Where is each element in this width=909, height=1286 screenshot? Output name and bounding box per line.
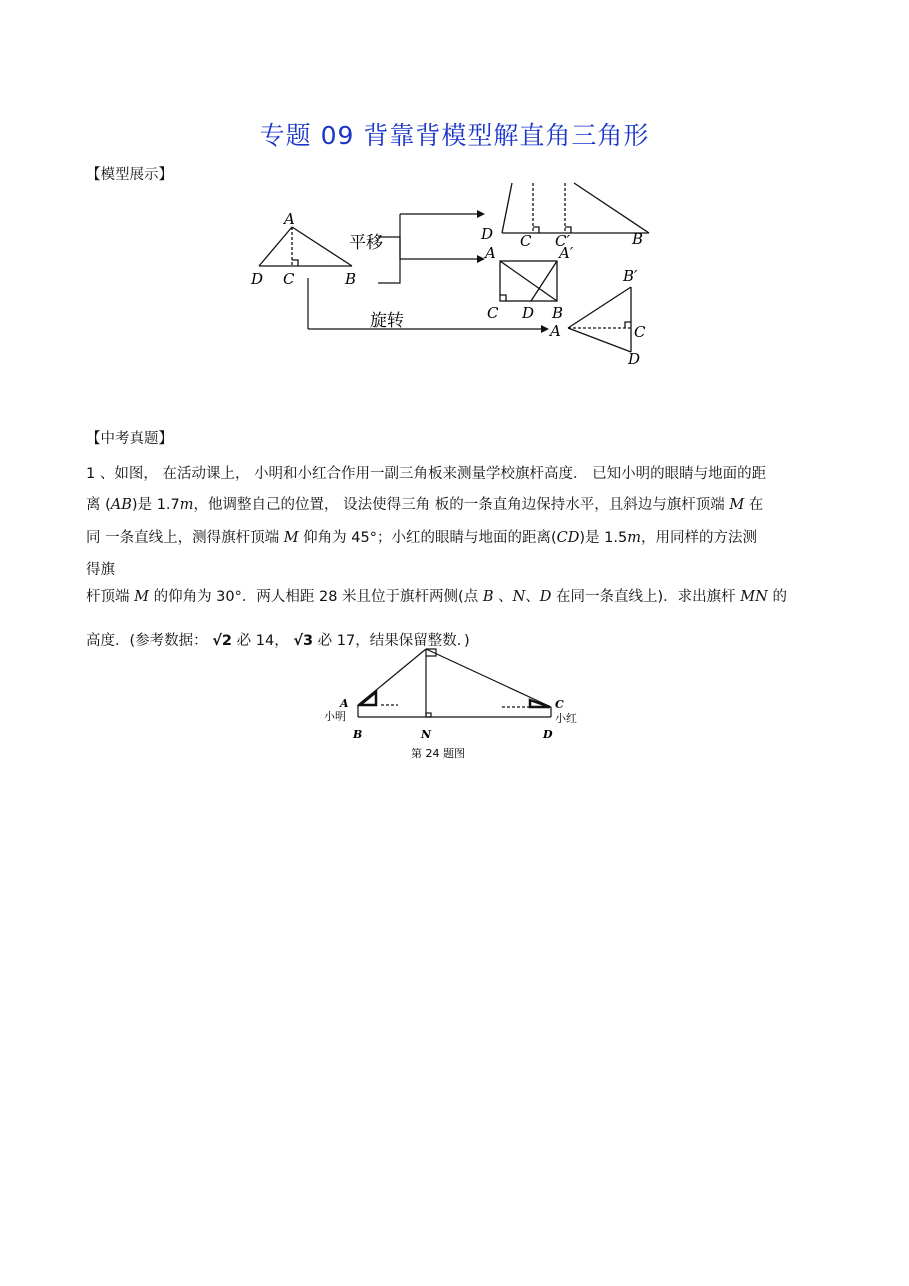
var-B: B — [482, 589, 494, 605]
label-b-prime: B′ — [623, 267, 638, 285]
text-run: 必 17，结果保留整数．) — [313, 633, 470, 649]
problem-line-2 — [86, 493, 763, 514]
text-run: 高度．(参考数据： — [86, 633, 213, 649]
base-triangle — [259, 227, 352, 266]
set-square-icon — [530, 700, 550, 707]
fig-name-hong: 小红 — [555, 712, 577, 725]
text-run: 仰角为 45°；小红的眼睛与地面的距离( — [298, 530, 557, 546]
text-run: 杆顶端 — [86, 589, 135, 605]
figure-caption: 第 24 题图 — [411, 747, 465, 760]
var-m: m — [627, 530, 641, 546]
sightline-ab — [358, 649, 426, 705]
text-run: )是 1.7 — [131, 497, 180, 513]
label-d: D — [251, 270, 264, 288]
var-M: M — [134, 589, 149, 605]
var-ab: AB — [110, 497, 132, 513]
text-run: 在 — [744, 497, 764, 513]
problem-line-5 — [86, 585, 787, 606]
arrowhead-icon — [477, 255, 485, 263]
label-b-rect: B — [552, 304, 564, 322]
label-a: A — [284, 210, 295, 228]
fig-name-ming: 小明 — [324, 710, 346, 723]
fig-label-b: B — [353, 728, 363, 741]
translated-figure — [502, 183, 649, 233]
page-title: 专题 09 背靠背模型解直角三角形 — [259, 121, 650, 150]
label-d-rotated: D — [628, 350, 641, 368]
label-a-rotated: A — [550, 322, 561, 340]
section-model-heading: 【模型展示】 — [86, 167, 173, 183]
flagpole-figure — [318, 644, 593, 764]
translate-arrow — [378, 214, 483, 283]
text-run: 、 — [493, 589, 513, 605]
sightline-cd — [426, 649, 551, 707]
text-run: ，他调整自己的位置， 设法使得三角 板的一条直角边保持水平，且斜边与旗杆顶端 — [193, 497, 730, 513]
set-square-icon — [360, 692, 376, 705]
label-d-rect: D — [522, 304, 535, 322]
text-run: 在同一条直线上)．求出旗杆 — [551, 589, 741, 605]
rotated-figure — [568, 287, 631, 352]
label-a-prime: A′ — [559, 244, 574, 262]
fig-label-a: A — [340, 697, 349, 710]
label-c-rotated: C — [634, 323, 646, 341]
var-D: D — [539, 589, 552, 605]
problem-line-3 — [86, 526, 757, 547]
arrowhead-icon — [477, 210, 485, 218]
text-run: 离 ( — [86, 497, 111, 513]
fig-label-c: C — [555, 698, 564, 711]
problem-line-1: 1 、如图， 在活动课上， 小明和小红合作用一副三角板来测量学校旗杆高度． 已知小明的眼睛与地面的距 — [86, 466, 767, 482]
label-d-translated: D — [481, 225, 494, 243]
var-cd: CD — [556, 530, 580, 546]
sqrt3: √3 — [293, 633, 314, 649]
sqrt2: √2 — [212, 633, 233, 649]
model-diagram — [245, 175, 665, 375]
label-b-translated: B — [632, 230, 644, 248]
label-c-prime: C′ — [555, 232, 570, 250]
section-exam-heading: 【中考真题】 — [86, 431, 173, 447]
text-run: 的 — [767, 589, 787, 605]
label-a-rect: A — [485, 244, 496, 262]
label-b: B — [345, 270, 357, 288]
var-m: m — [179, 497, 194, 513]
text-run: 的仰角为 30°．两人相距 28 米且位于旗杆两侧(点 — [148, 589, 483, 605]
right-angle-mark — [426, 713, 431, 717]
var-MN: MN — [740, 589, 768, 605]
fig-label-d: D — [543, 728, 553, 741]
problem-line-4: 得旗 — [86, 562, 115, 578]
rectangle-figure — [500, 261, 557, 301]
text-run: ，用同样的方法测 — [640, 530, 757, 546]
label-c-translated: C — [520, 232, 532, 250]
translate-label: 平移 — [349, 233, 383, 253]
var-M: M — [729, 497, 745, 513]
text-run: )是 1.5 — [579, 530, 628, 546]
text-run: 、 — [525, 589, 540, 605]
rotate-arrow — [308, 278, 545, 329]
arrowhead-icon — [541, 325, 549, 333]
var-M: M — [283, 530, 299, 546]
var-N: N — [512, 589, 526, 605]
fig-label-n: N — [421, 728, 432, 741]
label-c: C — [283, 270, 295, 288]
label-c-rect: C — [487, 304, 499, 322]
text-run: 同 一条直线上，测得旗杆顶端 — [86, 530, 284, 546]
text-run: 必 14， — [232, 633, 294, 649]
rotate-label: 旋转 — [370, 311, 404, 331]
